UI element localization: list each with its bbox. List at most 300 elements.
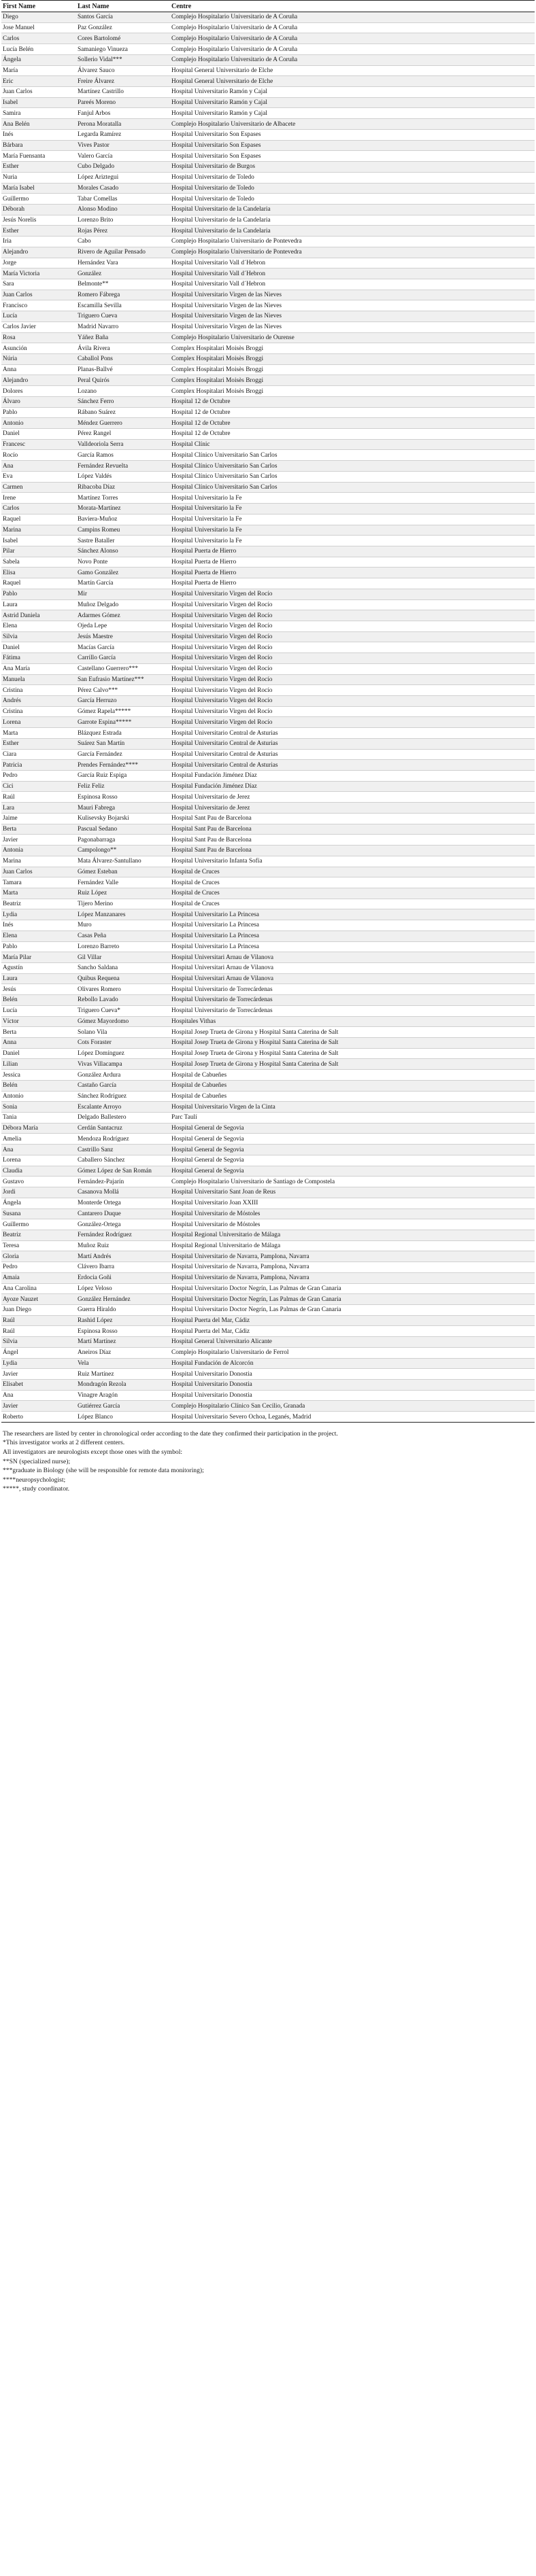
last-name-cell: Rebollo Lavado [76, 995, 170, 1006]
table-row [1, 1155, 535, 1166]
first-name-cell: Samira [1, 108, 76, 119]
table-row [1, 1187, 535, 1198]
header-centre: Centre [170, 1, 535, 12]
centre-cell: Hospital Universitario la Fe [170, 504, 535, 515]
first-name-cell: Eva [1, 471, 76, 482]
table-row [1, 813, 535, 824]
centre-cell: Hospital Universitario La Princesa [170, 930, 535, 941]
first-name-cell: Teresa [1, 1240, 76, 1251]
centre-cell: Hospital Universitario Donostia [170, 1380, 535, 1391]
table-row [1, 1102, 535, 1113]
centre-cell: Hospital Puerta de Hierro [170, 546, 535, 557]
table-row [1, 493, 535, 504]
first-name-cell: Lara [1, 803, 76, 814]
table-row [1, 1005, 535, 1016]
first-name-cell: Ana Belén [1, 119, 76, 130]
table-row [1, 899, 535, 909]
first-name-cell: Núria [1, 354, 76, 365]
first-name-cell: Ana Carolina [1, 1283, 76, 1294]
last-name-cell: Suárez San Martín [76, 738, 170, 749]
table-row [1, 1358, 535, 1369]
last-name-cell: Kulisevsky Bojarski [76, 813, 170, 824]
table-row [1, 311, 535, 322]
table-row [1, 1048, 535, 1059]
first-name-cell: Amaia [1, 1272, 76, 1283]
last-name-cell: Vinagre Aragón [76, 1390, 170, 1401]
centre-cell: Hospital Universitario Virgen del Rocío [170, 674, 535, 685]
centre-cell: Hospital Universitario Joan XXIII [170, 1198, 535, 1208]
centre-cell: Hospital Universitario Vall d´Hebron [170, 279, 535, 290]
table-row [1, 418, 535, 429]
first-name-cell: Carlos Javier [1, 321, 76, 332]
centre-cell: Hospital Josep Trueta de Girona y Hospital Santa Caterina de Salt [170, 1038, 535, 1049]
table-row [1, 226, 535, 237]
first-name-cell: Marta [1, 888, 76, 899]
last-name-cell: García Fernández [76, 749, 170, 760]
table-row [1, 674, 535, 685]
first-name-cell: Belén [1, 1080, 76, 1091]
centre-cell: Hospital Universitario Ramón y Cajal [170, 87, 535, 98]
last-name-cell: Tijero Merino [76, 899, 170, 909]
table-row [1, 33, 535, 44]
first-name-cell: María [1, 65, 76, 76]
first-name-cell: Javier [1, 1401, 76, 1412]
table-row [1, 962, 535, 973]
last-name-cell: González Ardura [76, 1070, 170, 1081]
last-name-cell: Cabo [76, 237, 170, 247]
centre-cell: Hospital Universitari Arnau de Vilanova [170, 952, 535, 963]
centre-cell: Hospital Universitario Virgen del Rocío [170, 663, 535, 674]
first-name-cell: Esther [1, 226, 76, 237]
centre-cell: Hospital Universitario de Toledo [170, 183, 535, 194]
first-name-cell: Laura [1, 599, 76, 610]
centre-cell: Complejo Hospitalario Universitario de Pontevedra [170, 237, 535, 247]
centre-cell: Hospital Universitario Doctor Negrín, Las Palmas de Gran Canaria [170, 1304, 535, 1315]
first-name-cell: Juan Carlos [1, 87, 76, 98]
last-name-cell: Álvarez Sauco [76, 65, 170, 76]
table-row [1, 1059, 535, 1070]
last-name-cell: Madrid Navarro [76, 321, 170, 332]
table-row [1, 1315, 535, 1326]
table-row [1, 728, 535, 739]
first-name-cell: Jesús Norelis [1, 215, 76, 226]
last-name-cell: Alonso Modino [76, 204, 170, 215]
table-row [1, 140, 535, 151]
last-name-cell: García Ramos [76, 450, 170, 461]
first-name-cell: Sara [1, 279, 76, 290]
table-row [1, 290, 535, 300]
first-name-cell: Alejandro [1, 375, 76, 386]
first-name-cell: Bárbara [1, 140, 76, 151]
last-name-cell: Quibus Requena [76, 973, 170, 984]
table-row [1, 1369, 535, 1380]
last-name-cell: Delgado Ballestero [76, 1113, 170, 1124]
first-name-cell: María Isabel [1, 183, 76, 194]
last-name-cell: Vives Pastor [76, 140, 170, 151]
table-row [1, 1262, 535, 1273]
table-row [1, 194, 535, 205]
first-name-cell: Astrid Daniela [1, 610, 76, 621]
table-header [1, 1, 535, 12]
first-name-cell: Berta [1, 824, 76, 835]
centre-cell: Hospital Sant Pau de Barcelona [170, 824, 535, 835]
last-name-cell: Fernández Revuelta [76, 461, 170, 472]
table-row [1, 1326, 535, 1337]
table-row [1, 1347, 535, 1358]
table-row [1, 215, 535, 226]
centre-cell: Hospital Josep Trueta de Girona y Hospital Santa Caterina de Salt [170, 1027, 535, 1038]
last-name-cell: Lorenzo Barreto [76, 941, 170, 952]
table-row [1, 771, 535, 782]
last-name-cell: Mir [76, 589, 170, 599]
last-name-cell: Gamo González [76, 568, 170, 578]
first-name-cell: Marta [1, 728, 76, 739]
last-name-cell: Sollerio Vidal*** [76, 54, 170, 65]
first-name-cell: Inés [1, 920, 76, 931]
table-row [1, 343, 535, 354]
centre-cell: Hospital Josep Trueta de Girona y Hospital Santa Caterina de Salt [170, 1059, 535, 1070]
centre-cell: Hospital Universitario Doctor Negrín, Las Palmas de Gran Canaria [170, 1294, 535, 1305]
centre-cell: Hospital Fundación de Alcorcón [170, 1358, 535, 1369]
centre-cell: Hospital Universitario de Móstoles [170, 1219, 535, 1230]
first-name-cell: Ana [1, 461, 76, 472]
last-name-cell: Monterde Ortega [76, 1198, 170, 1208]
first-name-cell: Pablo [1, 407, 76, 418]
last-name-cell: Fernández-Pajarín [76, 1177, 170, 1187]
last-name-cell: García Herruzo [76, 696, 170, 707]
table-row [1, 557, 535, 568]
last-name-cell: Carrillo García [76, 653, 170, 664]
table-row [1, 824, 535, 835]
last-name-cell: García Ruiz Espiga [76, 771, 170, 782]
first-name-cell: Ángela [1, 54, 76, 65]
first-name-cell: Víctor [1, 1016, 76, 1027]
last-name-cell: Gómez López de San Román [76, 1166, 170, 1177]
table-row [1, 1177, 535, 1187]
table-row [1, 920, 535, 931]
last-name-cell: Rashid López [76, 1315, 170, 1326]
last-name-cell: Espinosa Rosso [76, 1326, 170, 1337]
centre-cell: Hospital Universitario Infanta Sofía [170, 856, 535, 867]
table-row [1, 172, 535, 183]
centre-cell: Complex Hospitalari Moisès Broggi [170, 343, 535, 354]
centre-cell: Hospital Universitario Donostia [170, 1369, 535, 1380]
centre-cell: Hospital General Universitario de Elche [170, 65, 535, 76]
first-name-cell: Jesús [1, 984, 76, 995]
centre-cell: Complejo Hospitalario Clínico San Cecilio, Granada [170, 1401, 535, 1412]
table-row [1, 65, 535, 76]
table-row [1, 1294, 535, 1305]
last-name-cell: Tabar Comellas [76, 194, 170, 205]
table-row [1, 663, 535, 674]
last-name-cell: Lozano [76, 386, 170, 397]
table-row [1, 1412, 535, 1423]
last-name-cell: San Eufrasio Martínez*** [76, 674, 170, 685]
table-row [1, 706, 535, 717]
header-row [1, 1, 535, 12]
table-row [1, 268, 535, 279]
centre-cell: Complex Hospitalari Moisès Broggi [170, 375, 535, 386]
footnote: ****neuropsychologist; [3, 1476, 66, 1484]
centre-cell: Hospital Universitario de Toledo [170, 172, 535, 183]
table-row [1, 1070, 535, 1081]
centre-cell: Hospital Universitario Virgen del Rocío [170, 589, 535, 599]
centre-cell: Hospital Universitario Virgen del Rocío [170, 653, 535, 664]
last-name-cell: Martínez Castrillo [76, 87, 170, 98]
last-name-cell: Clávero Ibarra [76, 1262, 170, 1273]
centre-cell: Hospital Universitario Ramón y Cajal [170, 108, 535, 119]
first-name-cell: Francisco [1, 300, 76, 311]
table-row [1, 482, 535, 493]
first-name-cell: Elisabet [1, 1380, 76, 1391]
table-row [1, 717, 535, 728]
first-name-cell: Anna [1, 364, 76, 375]
table-row [1, 1198, 535, 1208]
table-row [1, 599, 535, 610]
first-name-cell: Francesc [1, 439, 76, 450]
first-name-cell: Susana [1, 1208, 76, 1219]
first-name-cell: Pedro [1, 1262, 76, 1273]
table-row [1, 12, 535, 23]
last-name-cell: Vela [76, 1358, 170, 1369]
last-name-cell: Ribacoba Díaz [76, 482, 170, 493]
first-name-cell: Cici [1, 781, 76, 792]
first-name-cell: Antonia [1, 846, 76, 856]
centre-cell: Hospital de Cruces [170, 899, 535, 909]
centre-cell: Hospital Universitario de la Candelaria [170, 215, 535, 226]
table-row [1, 536, 535, 546]
centre-cell: Hospital Clínico Universitario San Carlos [170, 461, 535, 472]
first-name-cell: Ana María [1, 663, 76, 674]
first-name-cell: Beatriz [1, 899, 76, 909]
first-name-cell: Javier [1, 1369, 76, 1380]
table-row [1, 888, 535, 899]
centre-cell: Hospital Universitari Arnau de Vilanova [170, 962, 535, 973]
first-name-cell: Jordi [1, 1187, 76, 1198]
last-name-cell: Blázquez Estrada [76, 728, 170, 739]
first-name-cell: Isabel [1, 97, 76, 108]
table-row [1, 396, 535, 407]
first-name-cell: Marina [1, 856, 76, 867]
centre-cell: Hospital Fundación Jiménez Díaz [170, 781, 535, 792]
last-name-cell: Campolongo** [76, 846, 170, 856]
last-name-cell: Gómez Esteban [76, 867, 170, 877]
last-name-cell: González [76, 268, 170, 279]
last-name-cell: Mondragón Rezola [76, 1380, 170, 1391]
last-name-cell: Ojeda Lepe [76, 621, 170, 631]
table-row [1, 1240, 535, 1251]
last-name-cell: Santos García [76, 12, 170, 23]
last-name-cell: Aneiros Díaz [76, 1347, 170, 1358]
centre-cell: Complejo Hospitalario Universitario de Ferrol [170, 1347, 535, 1358]
last-name-cell: Fanjul Arbos [76, 108, 170, 119]
last-name-cell: Rábano Suárez [76, 407, 170, 418]
centre-cell: Hospital Universitario de Navarra, Pamplona, Navarra [170, 1272, 535, 1283]
table-row [1, 258, 535, 268]
centre-cell: Hospital Universitario Vall d´Hebron [170, 258, 535, 268]
last-name-cell: Martín García [76, 578, 170, 589]
last-name-cell: Prendes Fernández**** [76, 760, 170, 771]
first-name-cell: Gustavo [1, 1177, 76, 1187]
centre-cell: Hospital Fundación Jiménez Díaz [170, 771, 535, 782]
centre-cell: Complejo Hospitalario Universitario de Ourense [170, 332, 535, 343]
centre-cell: Hospital Universitario La Princesa [170, 909, 535, 920]
first-name-cell: Raquel [1, 514, 76, 525]
table-row [1, 1304, 535, 1315]
last-name-cell: Martí Martínez [76, 1337, 170, 1348]
table-row [1, 364, 535, 375]
first-name-cell: Marina [1, 525, 76, 536]
table-row [1, 54, 535, 65]
centre-cell: Hospital Universitario Ramón y Cajal [170, 97, 535, 108]
last-name-cell: Escalante Arroyo [76, 1102, 170, 1113]
first-name-cell: Jessica [1, 1070, 76, 1081]
last-name-cell: Solano Vila [76, 1027, 170, 1038]
centre-cell: Hospital Universitario Central de Asturias [170, 760, 535, 771]
centre-cell: Hospital Universitario de Torrecárdenas [170, 1005, 535, 1016]
table-row [1, 1145, 535, 1155]
first-name-cell: Silvia [1, 631, 76, 642]
table-row [1, 803, 535, 814]
first-name-cell: Raúl [1, 1326, 76, 1337]
table-row [1, 781, 535, 792]
last-name-cell: Samaniego Vinueza [76, 44, 170, 55]
last-name-cell: López Valdés [76, 471, 170, 482]
centre-cell: Complejo Hospitalario Universitario de Pontevedra [170, 247, 535, 258]
first-name-cell: Patricia [1, 760, 76, 771]
table-row [1, 321, 535, 332]
table-row [1, 867, 535, 877]
first-name-cell: Elena [1, 930, 76, 941]
centre-cell: Hospital Puerta del Mar, Cádiz [170, 1326, 535, 1337]
last-name-cell: Casas Peña [76, 930, 170, 941]
centre-cell: Hospital Universitario Virgen del Rocío [170, 706, 535, 717]
centre-cell: Hospital Universitario Virgen de las Nieves [170, 290, 535, 300]
first-name-cell: Lucía [1, 311, 76, 322]
table-row [1, 568, 535, 578]
last-name-cell: Hernández Vara [76, 258, 170, 268]
first-name-cell: Sabela [1, 557, 76, 568]
table-row [1, 1123, 535, 1134]
table-row [1, 204, 535, 215]
table-row [1, 642, 535, 653]
first-name-cell: Juan Carlos [1, 867, 76, 877]
centre-cell: Hospital Universitario de Burgos [170, 162, 535, 173]
last-name-cell: Muñoz Ruiz [76, 1240, 170, 1251]
first-name-cell: Roberto [1, 1412, 76, 1423]
first-name-cell: Andrés [1, 696, 76, 707]
table-row [1, 1166, 535, 1177]
first-name-cell: Pedro [1, 771, 76, 782]
table-row [1, 621, 535, 631]
first-name-cell: Silvia [1, 1337, 76, 1348]
table-row [1, 941, 535, 952]
footnotes [1, 1423, 535, 1494]
last-name-cell: Caballero Sánchez [76, 1155, 170, 1166]
last-name-cell: Gil Villar [76, 952, 170, 963]
centre-cell: Hospital Universitario La Princesa [170, 920, 535, 931]
last-name-cell: Macías García [76, 642, 170, 653]
centre-cell: Hospital 12 de Octubre [170, 418, 535, 429]
centre-cell: Complejo Hospitalario Universitario de Santiago de Compostela [170, 1177, 535, 1187]
last-name-cell: Feliz Feliz [76, 781, 170, 792]
table-row [1, 1016, 535, 1027]
centre-cell: Hospital Universitario Virgen del Rocío [170, 610, 535, 621]
first-name-cell: Pablo [1, 941, 76, 952]
footnote: *****, study coordinator. [3, 1485, 70, 1493]
centre-cell: Hospital General de Segovia [170, 1166, 535, 1177]
first-name-cell: Rocío [1, 450, 76, 461]
first-name-cell: Ana [1, 1390, 76, 1401]
last-name-cell: Ruiz Martínez [76, 1369, 170, 1380]
last-name-cell: Adarmes Gómez [76, 610, 170, 621]
first-name-cell: Asunción [1, 343, 76, 354]
first-name-cell: Lorena [1, 1155, 76, 1166]
header-first-name: First Name [1, 1, 76, 12]
table-row [1, 973, 535, 984]
last-name-cell: Mata Álvarez-Santullano [76, 856, 170, 867]
centre-cell: Hospital Universitario Virgen del Rocío [170, 696, 535, 707]
centre-cell: Hospital Universitario Vall d´Hebron [170, 268, 535, 279]
last-name-cell: Erdocia Goñi [76, 1272, 170, 1283]
last-name-cell: Caballol Pons [76, 354, 170, 365]
table-row [1, 1038, 535, 1049]
footnote: **SN (specialized nurse); [3, 1457, 71, 1465]
centre-cell: Hospital Universitario Central de Asturias [170, 728, 535, 739]
last-name-cell: López Ariztegui [76, 172, 170, 183]
last-name-cell: Olivares Romero [76, 984, 170, 995]
table-row [1, 461, 535, 472]
centre-cell: Hospital Universitario La Princesa [170, 941, 535, 952]
first-name-cell: Anna [1, 1038, 76, 1049]
first-name-cell: Sonia [1, 1102, 76, 1113]
table-row [1, 386, 535, 397]
last-name-cell: Belmonte** [76, 279, 170, 290]
table-row [1, 354, 535, 365]
last-name-cell: Pérez Calvo*** [76, 685, 170, 696]
table-row [1, 429, 535, 440]
first-name-cell: Agustín [1, 962, 76, 973]
last-name-cell: Muñoz Delgado [76, 599, 170, 610]
first-name-cell: Cristina [1, 685, 76, 696]
table-row [1, 760, 535, 771]
centre-cell: Hospital General Universitario Alicante [170, 1337, 535, 1348]
last-name-cell: Valero García [76, 151, 170, 162]
table-row [1, 749, 535, 760]
last-name-cell: López Veloso [76, 1283, 170, 1294]
table-row [1, 514, 535, 525]
centre-cell: Hospital Universitario Son Espases [170, 140, 535, 151]
first-name-cell: Carmen [1, 482, 76, 493]
last-name-cell: Planas-Ballvé [76, 364, 170, 375]
last-name-cell: Perona Moratalla [76, 119, 170, 130]
table-row [1, 44, 535, 55]
centre-cell: Hospital Universitario de Torrecárdenas [170, 984, 535, 995]
table-row [1, 610, 535, 621]
centre-cell: Hospital de Cruces [170, 867, 535, 877]
last-name-cell: Triguero Cueva [76, 311, 170, 322]
table-row [1, 738, 535, 749]
table-row [1, 1208, 535, 1219]
centre-cell: Hospital Universitario la Fe [170, 493, 535, 504]
last-name-cell: Pagonabarraga [76, 835, 170, 846]
table-row [1, 375, 535, 386]
centre-cell: Hospital Puerta de Hierro [170, 557, 535, 568]
last-name-cell: Cerdán Santacruz [76, 1123, 170, 1134]
centre-cell: Complejo Hospitalario Universitario de A Coruña [170, 22, 535, 33]
first-name-cell: Manuela [1, 674, 76, 685]
first-name-cell: Ana [1, 1145, 76, 1155]
